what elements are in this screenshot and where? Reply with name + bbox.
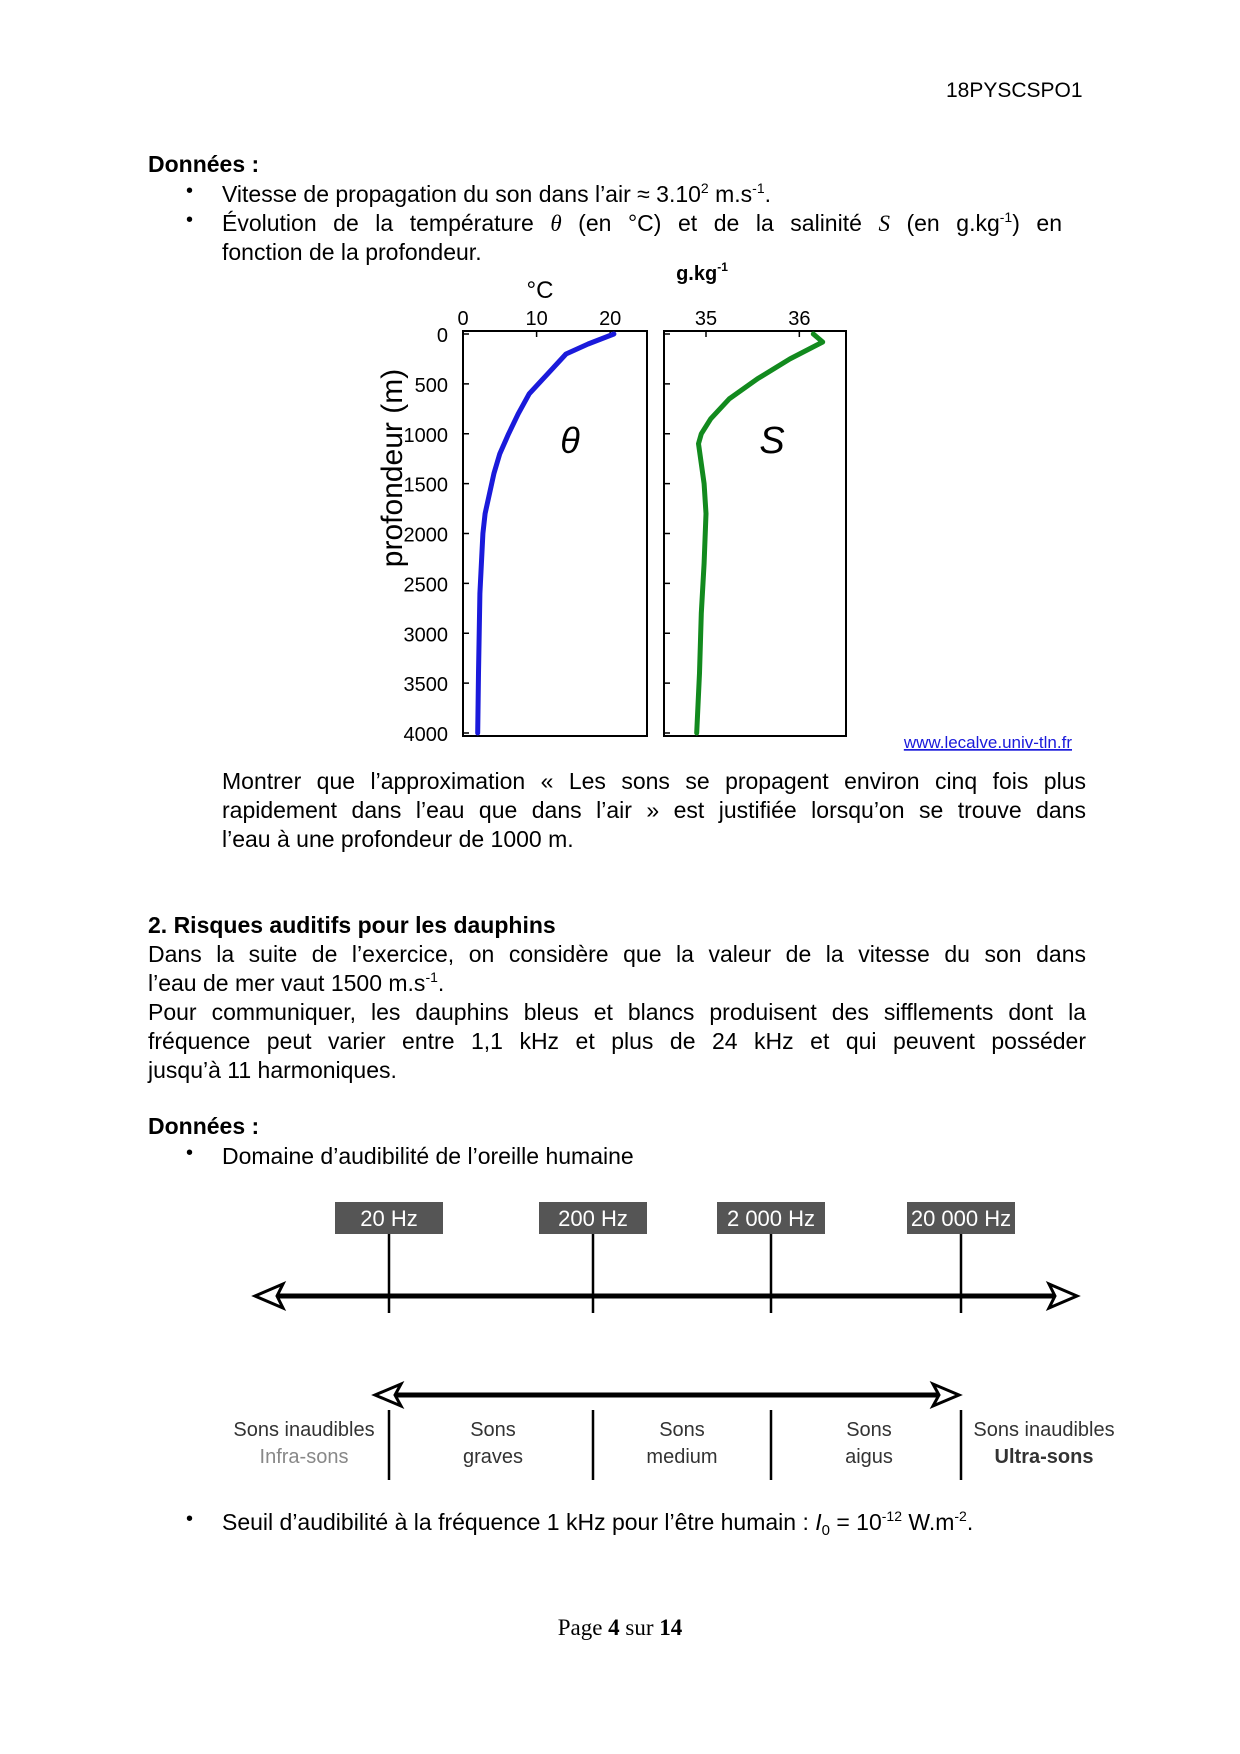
svg-text:Sons: Sons — [659, 1419, 705, 1441]
depth-tick-label: 3000 — [403, 624, 448, 647]
section2-p2-line1: Pour communiquer, les dauphins bleus et blancs produisent des sifflements dont la — [148, 999, 1086, 1025]
zone-sons-graves — [463, 1419, 523, 1468]
bullet-audibility-domain: Domaine d’audibilité de l’oreille humaine — [222, 1143, 634, 1169]
depth-tick-label: 3500 — [403, 674, 448, 697]
salinity-x-ticks — [695, 308, 811, 337]
question1-line3: l’eau à une profondeur de 1000 m. — [222, 826, 574, 852]
temp-tick-label: 10 — [525, 308, 548, 330]
bullet-icon: • — [186, 180, 194, 202]
temperature-curve — [478, 334, 614, 733]
source-link[interactable]: www.lecalve.univ-tln.fr — [903, 733, 1072, 752]
svg-text:200 Hz: 200 Hz — [558, 1206, 628, 1231]
svg-text:2 000 Hz: 2 000 Hz — [726, 1206, 816, 1231]
svg-text:Sons inaudibles: Sons inaudibles — [233, 1419, 375, 1441]
zone-ultra-sons — [973, 1419, 1114, 1468]
section2-p1-line1: Dans la suite de l’exercice, on considère que la valeur de la vitesse du son dans — [148, 941, 1086, 967]
bullet-temp-salinity-line2: fonction de la profondeur. — [222, 239, 482, 265]
depth-tick-label: 0 — [436, 325, 448, 347]
svg-text:Sons inaudibles: Sons inaudibles — [973, 1419, 1115, 1441]
document-ref: 18PYSCSPO1 — [946, 79, 1083, 102]
svg-text:Sons: Sons — [470, 1419, 516, 1441]
page-footer: Page 4 sur 14 — [557, 1615, 683, 1640]
bullet-sound-speed-air: Vitesse de propagation du son dans l’air ≈ $3.10^2$ $m.s^{-1}$. — [222, 180, 772, 207]
salinity-panel-frame — [664, 331, 846, 736]
audibility-scale-figure — [225, 1178, 1125, 1498]
salinity-tick-label: 35 — [694, 308, 718, 330]
svg-text:Infra-sons: Infra-sons — [259, 1446, 349, 1468]
svg-text:Ultra-sons: Ultra-sons — [994, 1446, 1094, 1468]
svg-text:Sons: Sons — [846, 1419, 892, 1441]
section2-p2-line3: jusqu’à 11 harmoniques. — [148, 1057, 397, 1083]
bullet-icon: • — [186, 209, 194, 231]
zone-infra-sons — [233, 1419, 374, 1468]
freq-label-2000hz — [717, 1202, 825, 1234]
temp-panel-frame — [463, 331, 647, 736]
section2-title: 2. Risques auditifs pour les dauphins — [148, 912, 556, 938]
depth-axis-title: profondeur (m) — [376, 368, 409, 568]
depth-tick-label: 1500 — [403, 474, 448, 497]
depth-tick-label: 2000 — [403, 524, 448, 547]
section2-p1-line2: l’eau de mer vaut 1500 $m.s^{-1}$. — [148, 969, 445, 996]
temp-x-ticks — [457, 308, 621, 337]
salinity-curve — [697, 334, 823, 733]
temp-unit-label: °C — [526, 277, 554, 304]
section2-p2-line2: fréquence peut varier entre 1,1 kHz et plus de 24 kHz et qui peuvent posséder — [148, 1028, 1086, 1054]
donnees-title-2: Données : — [148, 1113, 260, 1139]
freq-label-200hz — [539, 1202, 647, 1234]
salinity-tick-label: 36 — [788, 308, 811, 330]
temp-tick-label: 0 — [457, 308, 469, 330]
svg-text:20 000 Hz: 20 000 Hz — [910, 1206, 1012, 1231]
s-symbol: S — [759, 420, 785, 462]
depth-tick-label: 1000 — [403, 424, 448, 447]
zone-sons-medium — [646, 1419, 717, 1468]
svg-text:graves: graves — [462, 1446, 524, 1468]
bullet-icon: • — [186, 1142, 194, 1164]
question1-line2: rapidement dans l’eau que dans l’air » est justifiée lorsqu’on se trouve dans — [222, 797, 1086, 823]
depth-tick-label: 4000 — [403, 724, 448, 746]
zone-sons-aigus — [845, 1419, 893, 1468]
temp-tick-label: 20 — [599, 308, 622, 330]
svg-text:20 Hz: 20 Hz — [360, 1206, 418, 1231]
audible-range-arrow — [375, 1384, 959, 1406]
bullet-icon: • — [186, 1508, 194, 1530]
donnees-title-1: Données : — [148, 151, 260, 177]
svg-text:aigus: aigus — [845, 1446, 893, 1468]
bullet-temp-salinity-line1: Évolution de la température θ (en °C) et de la salinité S (en $g.kg^{-1}$) en — [222, 209, 1063, 236]
depth-profiles-figure — [360, 258, 1080, 758]
depth-tick-label: 500 — [414, 374, 448, 397]
bullet-audibility-threshold: Seuil d’audibilité à la fréquence 1 kHz pour l’être humain : $I_0 = 10^{-12}$ $W.m^{-2}$. — [222, 1508, 974, 1539]
depth-tick-label: 2500 — [403, 574, 448, 597]
svg-text:medium: medium — [646, 1446, 718, 1468]
theta-symbol: θ — [560, 420, 580, 461]
salinity-unit-label: $g.kg^{-1}$ — [676, 260, 728, 285]
question1-line1: Montrer que l’approximation « Les sons se propagent environ cinq fois plus — [222, 768, 1086, 794]
frequency-axis-arrow — [255, 1284, 1077, 1308]
freq-label-20hz — [335, 1202, 443, 1234]
freq-label-20000hz — [907, 1202, 1015, 1234]
